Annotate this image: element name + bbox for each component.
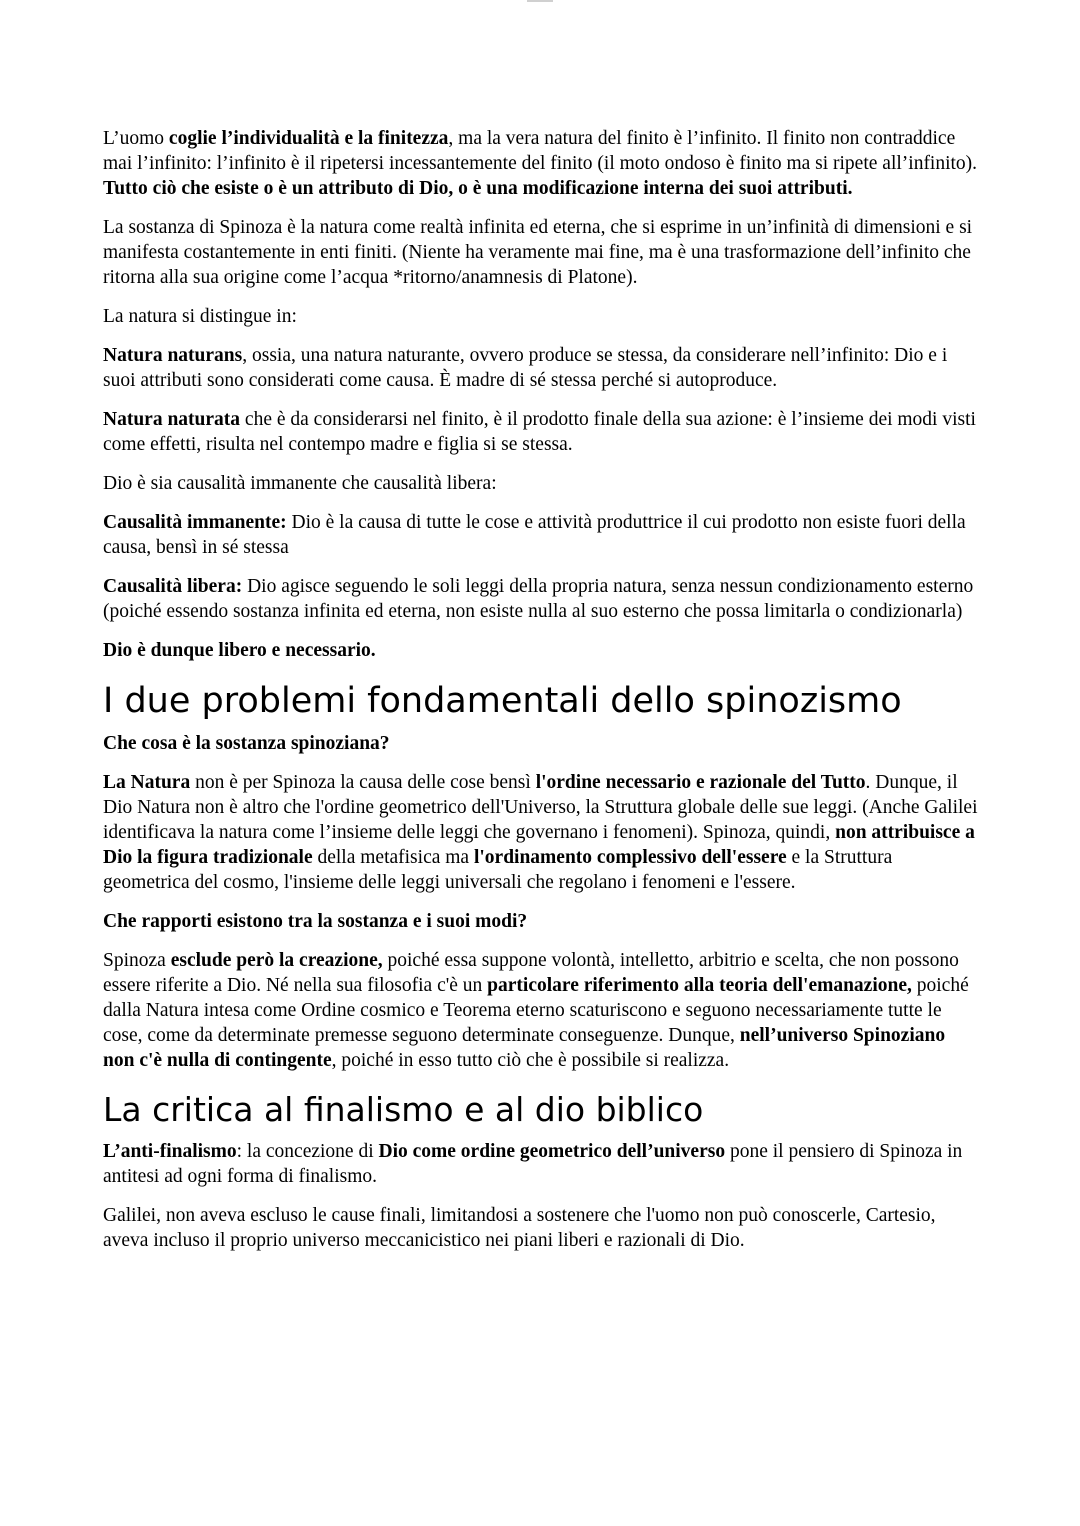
text-run: e la Struttura geometrica del cosmo, l'insieme delle leggi universali che regolano i fenomeni e l'essere. <box>103 847 893 893</box>
text-run: . Dunque, il Dio Natura non è altro che l'ordine geometrico dell'Universo, la Struttura globale delle sue leggi. (Anche Galilei identificava la natura come l’insieme delle leggi che governano i fenomeni). Spinoza, quindi, <box>103 772 978 843</box>
text-run: non è per Spinoza la causa delle cose bensì <box>190 772 536 793</box>
paragraph <box>103 1203 978 1253</box>
paragraph <box>103 126 978 201</box>
paragraph <box>103 343 978 393</box>
paragraph <box>103 770 978 895</box>
paragraph <box>103 638 978 663</box>
text-run: Dio è sia causalità immanente che causalità libera: <box>103 473 497 494</box>
bold-text: Tutto ciò che esiste o è un attributo di Dio, o è una modificazione interna dei suoi attributi. <box>103 178 853 199</box>
bold-text: l'ordinamento complessivo dell'essere <box>473 847 787 868</box>
bold-text: L’anti-finalismo <box>103 1141 237 1162</box>
text-run: La natura si distingue in: <box>103 306 297 327</box>
bold-text: Che cosa è la sostanza spinoziana? <box>103 733 390 754</box>
bold-text: Che rapporti esistono tra la sostanza e i suoi modi? <box>103 911 528 932</box>
section-heading: I due problemi fondamentali dello spinozismo <box>103 681 902 721</box>
bold-text: esclude però la creazione, <box>170 950 383 971</box>
bold-text: particolare riferimento alla teoria dell'emanazione, <box>487 975 912 996</box>
text-run: : la concezione di <box>236 1141 379 1162</box>
bold-text: Dio è dunque libero e necessario. <box>103 640 376 661</box>
bold-text: Natura naturata <box>103 409 241 430</box>
text-run: La sostanza di Spinoza è la natura come realtà infinita ed eterna, che si esprime in un’infinità di dimensioni e si manifesta costantemente in enti finiti. (Niente ha veramente mai fine, ma è una trasformazione dell’infinito che ritorna alla sua origine come l’acqua *ritorno/anamnesis di Platone). <box>103 217 973 288</box>
paragraph <box>103 1139 978 1189</box>
text-run: , ossia, una natura naturante, ovvero produce se stessa, da considerare nell’infinito: Dio e i suoi attributi sono considerati come causa. È madre di sé stessa perché si autoproduce. <box>103 345 948 391</box>
bold-text: Causalità libera: <box>103 576 243 597</box>
bold-text: Dio come ordine geometrico dell’universo <box>378 1141 726 1162</box>
bold-text: l'ordine necessario e razionale del Tutto <box>535 772 866 793</box>
text-run: Galilei, non aveva escluso le cause finali, limitandosi a sostenere che l'uomo non può conoscerle, Cartesio, aveva incluso il proprio universo meccanicistico nei piani liberi e razionali di Dio. <box>103 1205 936 1251</box>
bold-text: Natura naturans <box>103 345 243 366</box>
bold-text: La Natura <box>103 772 191 793</box>
bold-text: coglie l’individualità e la finitezza <box>168 128 449 149</box>
text-run: Dio agisce seguendo le soli leggi della propria natura, senza nessun condizionamento esterno (poiché essendo sostanza infinita ed eterna, non esiste nulla al suo esterno che possa limitarla o condizionarla) <box>103 576 974 622</box>
text-run: , ma la vera natura del finito è l’infinito. Il finito non contraddice mai l’infinito: l’infinito è il ripetersi incessantemente del finito (il moto ondoso è finito ma si ripete all’infinito). <box>103 128 978 174</box>
paragraph <box>103 215 978 290</box>
text-run: poiché essa suppone volontà, intelletto, arbitrio e scelta, che non possono essere riferite a Dio. Né nella sua filosofia c'è un <box>103 950 959 996</box>
text-run: della metafisica ma <box>312 847 474 868</box>
paragraph <box>103 510 978 560</box>
text-run: Dio è la causa di tutte le cose e attività produttrice il cui prodotto non esiste fuori della causa, bensì in sé stessa <box>103 512 966 558</box>
text-run: Spinoza <box>103 950 171 971</box>
document-body <box>103 126 978 1267</box>
text-run: che è da considerarsi nel finito, è il prodotto finale della sua azione: è l’insieme dei modi visti come effetti, risulta nel contempo madre e figlia si se stessa. <box>103 409 976 455</box>
text-run: pone il pensiero di Spinoza in antitesi ad ogni forma di finalismo. <box>103 1141 963 1187</box>
paragraph <box>103 407 978 457</box>
paragraph <box>103 574 978 624</box>
text-run: poiché dalla Natura intesa come Ordine cosmico e Teorema eterno scaturiscono e seguono necessariamente tutte le cose, come da determinate premesse seguono determinate conseguenze. Dunque, <box>103 975 969 1046</box>
page-top-mark <box>527 0 553 2</box>
bold-text: nell’universo Spinoziano non c'è nulla di contingente <box>103 1025 946 1071</box>
bold-text: Causalità immanente: <box>103 512 287 533</box>
text-run: L’uomo <box>103 128 169 149</box>
paragraph <box>103 909 978 934</box>
paragraph <box>103 471 978 496</box>
paragraph <box>103 731 978 756</box>
paragraph <box>103 304 978 329</box>
section-heading: La critica al finalismo e al dio biblico <box>103 1090 704 1129</box>
paragraph <box>103 948 978 1073</box>
bold-text: non attribuisce a Dio la figura tradizionale <box>103 822 975 868</box>
text-run: , poiché in esso tutto ciò che è possibile si realizza. <box>331 1050 730 1071</box>
